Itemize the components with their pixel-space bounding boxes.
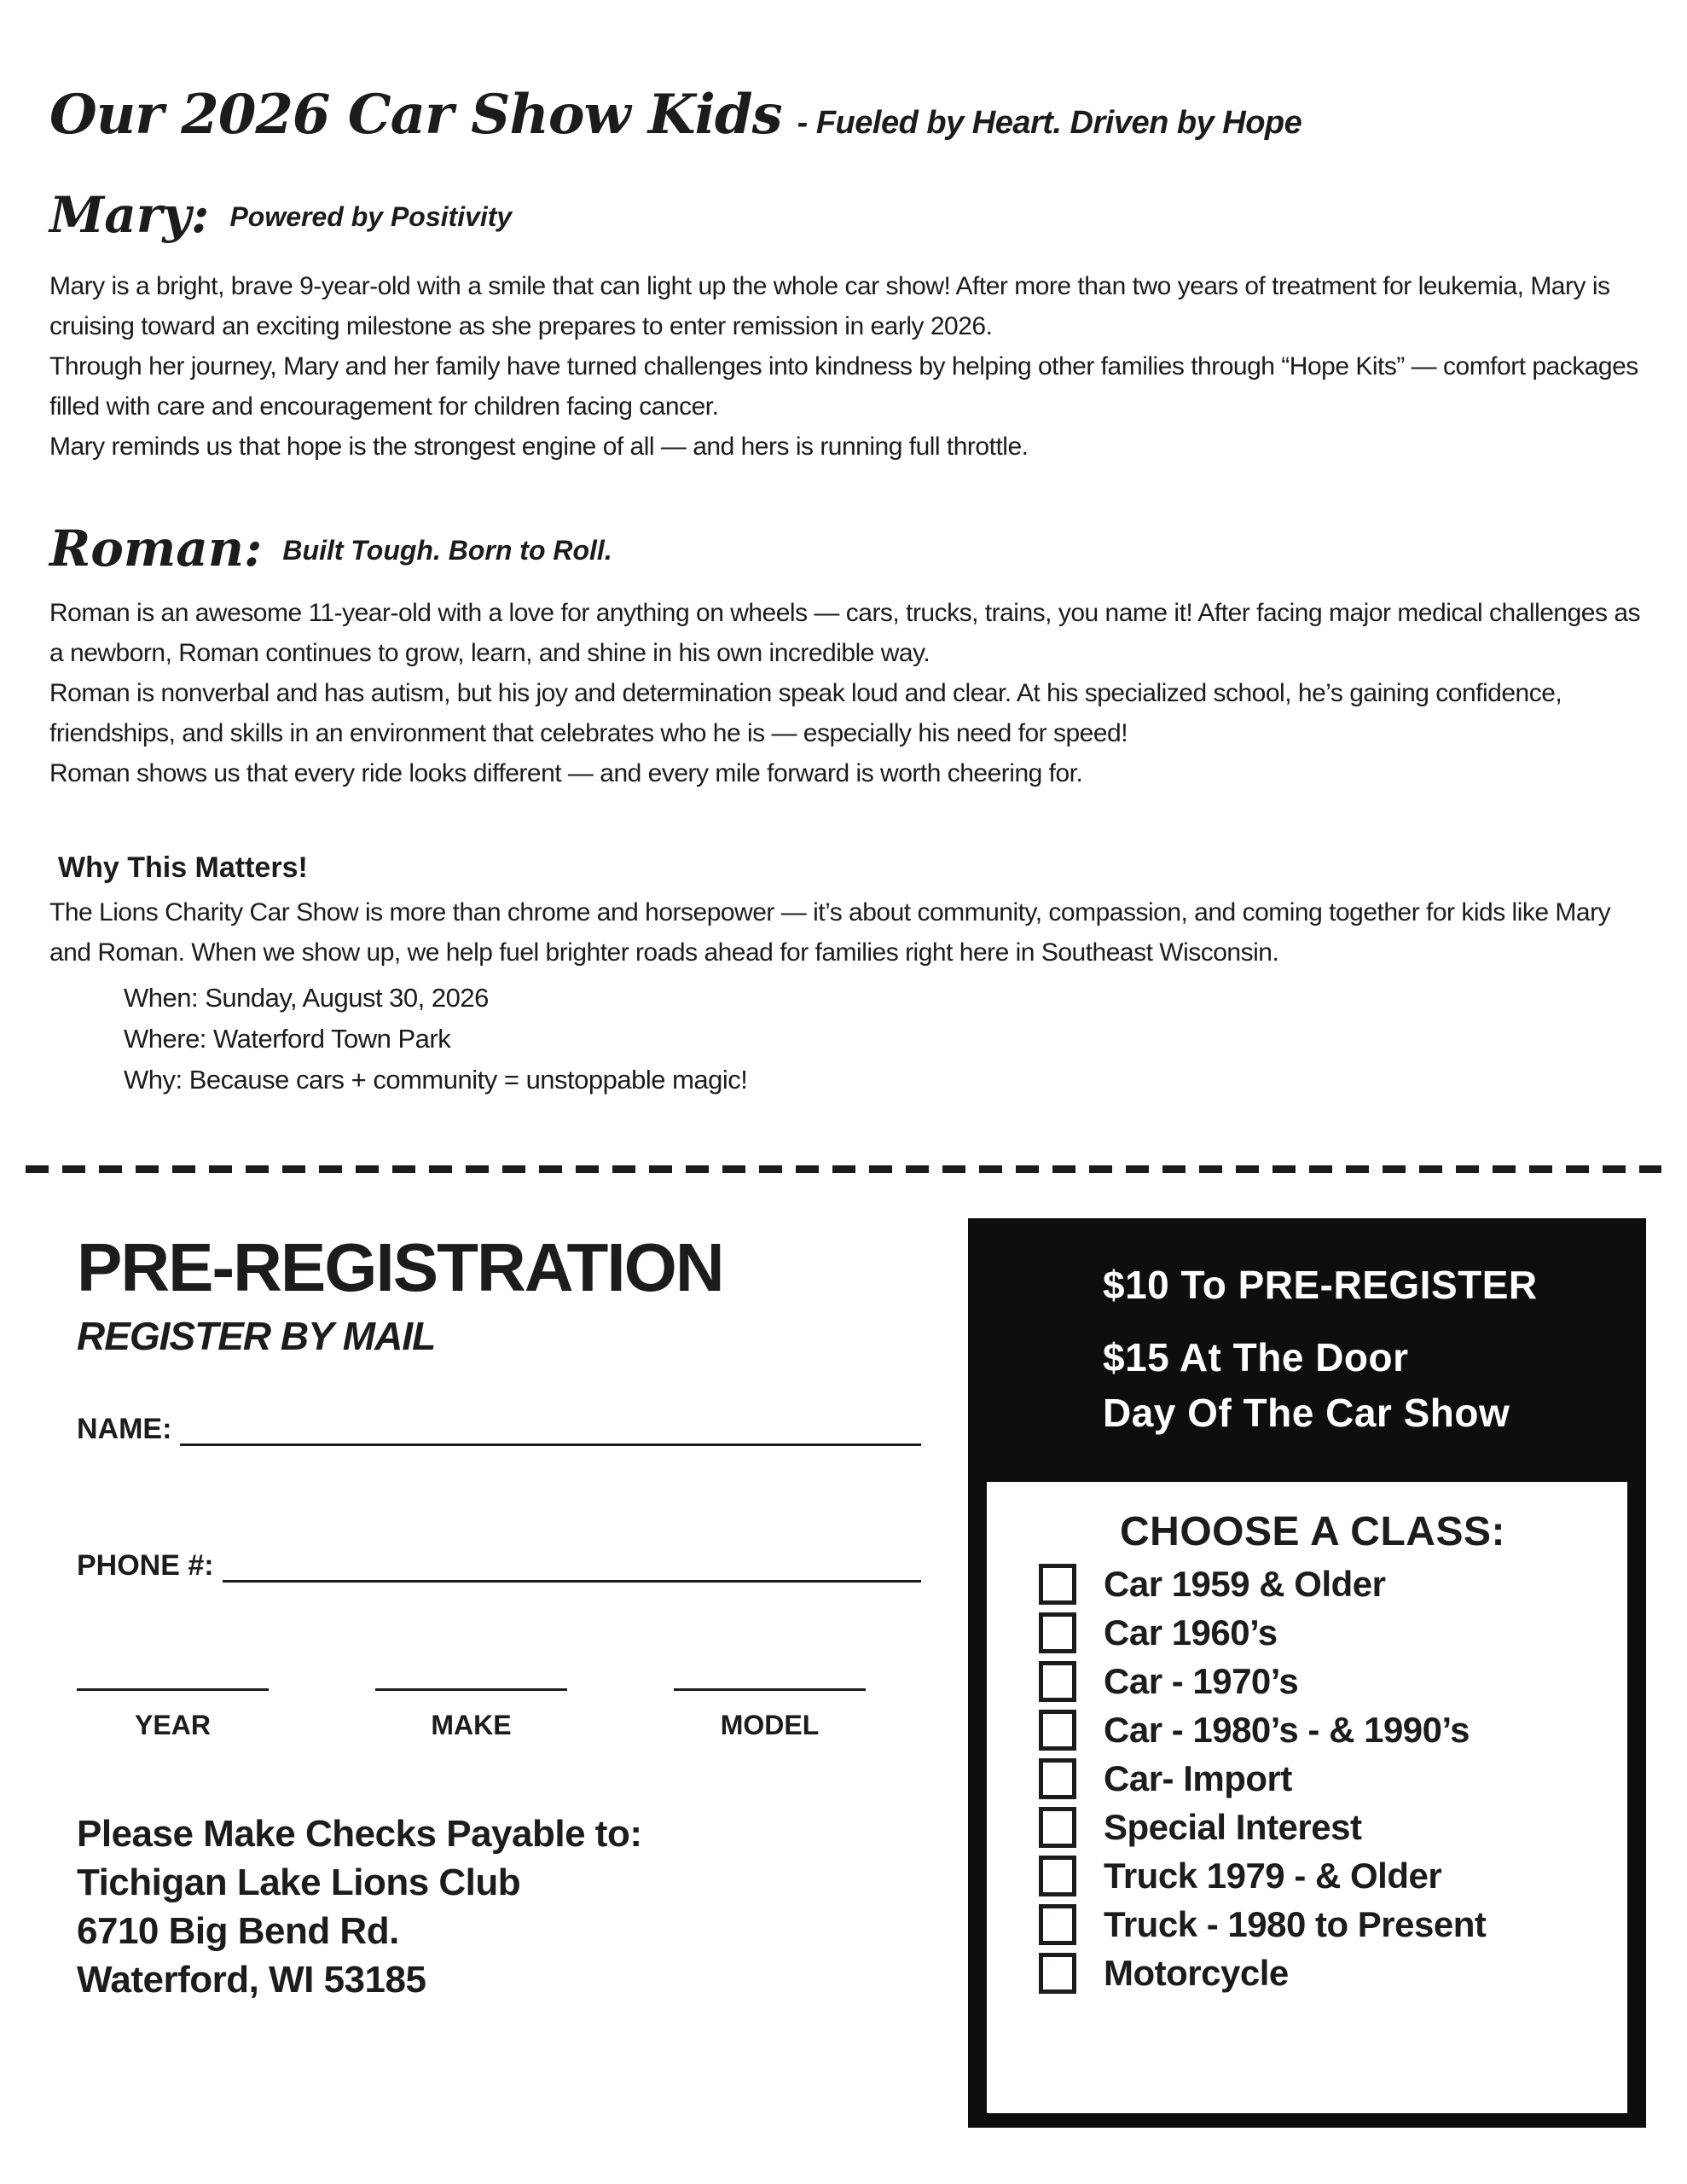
checks-payable-name: Tichigan Lake Lions Club	[77, 1862, 521, 1904]
registration-section	[49, 1218, 1646, 2128]
event-when: When: Sunday, August 30, 2026	[124, 983, 489, 1014]
event-details	[49, 978, 1646, 1101]
page-title: Our 2026 Car Show Kids	[49, 83, 782, 147]
model-label: MODEL	[720, 1710, 820, 1741]
class-option-row	[987, 1612, 1627, 1653]
phone-label: PHONE #:	[77, 1549, 214, 1583]
class-checkbox[interactable]	[1039, 1758, 1076, 1799]
roman-paragraph: Roman is an awesome 11-year-old with a love for anything on wheels — cars, trucks, trains, you name it! After facing major medical challenges as a newborn, Roman continues to grow, learn, and shine in his own incredible way.	[49, 599, 1641, 668]
year-input-line[interactable]	[77, 1688, 269, 1691]
class-option-row	[987, 1904, 1627, 1945]
roman-paragraphs	[49, 593, 1646, 793]
name-field-row	[77, 1412, 921, 1446]
event-why: Why: Because cars + community = unstoppable magic!	[124, 1065, 748, 1095]
choose-class-panel	[987, 1482, 1627, 2113]
class-checkbox[interactable]	[1039, 1612, 1076, 1653]
class-option-label: Car - 1980’s - & 1990’s	[1104, 1710, 1470, 1751]
pricing-and-class-box	[968, 1218, 1646, 2128]
name-label: NAME:	[77, 1413, 172, 1446]
registration-form	[49, 1218, 968, 2004]
phone-input-line[interactable]	[223, 1549, 921, 1583]
model-input-line[interactable]	[674, 1688, 866, 1691]
event-where: Where: Waterford Town Park	[124, 1024, 451, 1054]
class-option-row	[987, 1856, 1627, 1896]
why-body: The Lions Charity Car Show is more than chrome and horsepower — it’s about community, compassion, and coming together for kids like Mary and Roman. When we show up, we help fuel brighter roads ahead for families right here in Southeast Wisconsin.	[49, 898, 1611, 967]
class-option-label: Truck 1979 - & Older	[1104, 1856, 1442, 1896]
class-option-label: Special Interest	[1104, 1807, 1362, 1848]
page-header	[49, 83, 1646, 147]
class-option-label: Motorcycle	[1104, 1953, 1289, 1994]
door-price: $15 At The Door	[1103, 1335, 1409, 1380]
class-checkbox[interactable]	[1039, 1661, 1076, 1702]
roman-section-header	[49, 520, 1646, 578]
vehicle-fields-row	[77, 1688, 921, 1741]
roman-paragraph: Roman shows us that every ride looks different — and every mile forward is worth cheering for.	[49, 759, 1083, 788]
class-option-row	[987, 1807, 1627, 1848]
pricing-block	[968, 1218, 1646, 1436]
checks-payable-city: Waterford, WI 53185	[77, 1959, 426, 2001]
class-option-row	[987, 1953, 1627, 1994]
class-option-row	[987, 1661, 1627, 1702]
roman-name: Roman:	[49, 519, 263, 578]
register-by-mail-subtitle: REGISTER BY MAIL	[77, 1314, 436, 1359]
year-field	[77, 1688, 269, 1741]
checks-payable-heading: Please Make Checks Payable to:	[77, 1813, 642, 1856]
class-option-label: Car 1959 & Older	[1104, 1564, 1386, 1605]
door-price-note: Day Of The Car Show	[1103, 1391, 1510, 1436]
mary-paragraph: Mary reminds us that hope is the strongest engine of all — and hers is running full throttle.	[49, 432, 1029, 461]
make-field	[375, 1688, 567, 1741]
mary-tagline: Powered by Positivity	[229, 200, 513, 232]
checks-payable-street: 6710 Big Bend Rd.	[77, 1910, 399, 1953]
why-heading: Why This Matters!	[58, 851, 308, 885]
model-field	[674, 1688, 866, 1741]
class-option-row	[987, 1564, 1627, 1605]
preregister-price: $10 To PRE-REGISTER	[1103, 1263, 1538, 1308]
roman-tagline: Built Tough. Born to Roll.	[282, 534, 612, 566]
name-input-line[interactable]	[180, 1413, 921, 1446]
mary-paragraph: Mary is a bright, brave 9-year-old with a smile that can light up the whole car show! After more than two years of treatment for leukemia, Mary is cruising toward an exciting milestone as she prepares to enter remission in early 2026.	[49, 271, 1610, 340]
class-checkbox[interactable]	[1039, 1856, 1076, 1896]
phone-field-row	[77, 1548, 921, 1583]
mary-section-header	[49, 187, 1646, 244]
mary-name: Mary:	[49, 186, 210, 245]
page-subtitle: - Fueled by Heart. Driven by Hope	[797, 105, 1302, 141]
make-input-line[interactable]	[375, 1688, 567, 1691]
mary-paragraphs	[49, 266, 1646, 467]
dashed-cut-line	[26, 1165, 1661, 1173]
preregistration-title: PRE-REGISTRATION	[77, 1229, 723, 1306]
make-label: MAKE	[431, 1710, 512, 1741]
class-option-label: Car- Import	[1104, 1758, 1292, 1799]
mary-paragraph: Through her journey, Mary and her family have turned challenges into kindness by helping other families through “Hope Kits” — comfort packages filled with care and encouragement for children facing cancer.	[49, 351, 1638, 421]
class-checkbox[interactable]	[1039, 1564, 1076, 1605]
class-checkbox[interactable]	[1039, 1904, 1076, 1945]
class-option-row	[987, 1710, 1627, 1751]
checks-payable-block	[77, 1809, 921, 2004]
year-label: YEAR	[135, 1710, 211, 1741]
choose-class-heading: CHOOSE A CLASS:	[1120, 1509, 1505, 1555]
class-checkbox[interactable]	[1039, 1710, 1076, 1751]
roman-paragraph: Roman is nonverbal and has autism, but his joy and determination speak loud and clear. At his specialized school, he’s gaining confidence, friendships, and skills in an environment that celebrates who he is — especially his need for speed!	[49, 679, 1562, 748]
class-option-label: Car 1960’s	[1104, 1612, 1278, 1653]
class-option-label: Car - 1970’s	[1104, 1661, 1299, 1702]
class-option-label: Truck - 1980 to Present	[1104, 1904, 1487, 1945]
class-checkbox[interactable]	[1039, 1953, 1076, 1994]
class-checkbox[interactable]	[1039, 1807, 1076, 1848]
class-option-row	[987, 1758, 1627, 1799]
